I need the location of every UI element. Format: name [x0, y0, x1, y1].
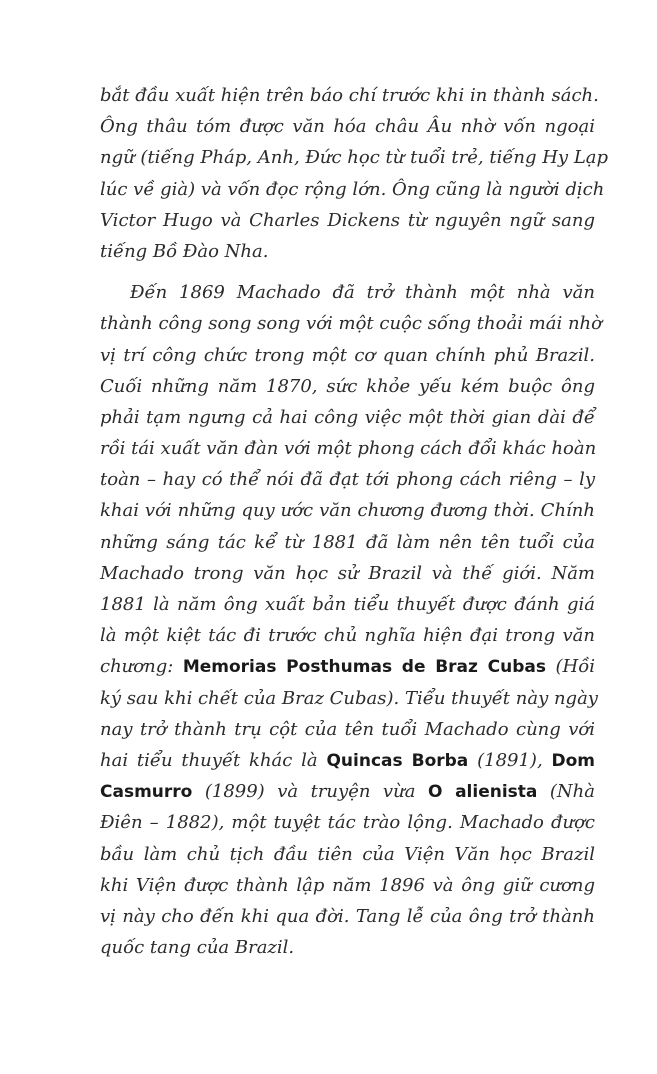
text-run: hai tiểu thuyết khác là [100, 749, 327, 771]
text-line: Machado trong văn học sử Brazil và thế giới. Năm [100, 562, 595, 584]
text-line: khai với những quy ước văn chương đương thời. Chính [100, 500, 595, 522]
text-run: (1899) và truyện vừa [192, 781, 428, 803]
text-line [100, 745, 595, 776]
text-run: chương: [100, 656, 183, 678]
text-line [100, 651, 595, 682]
text-line: lúc về già) và vốn đọc rộng lớn. Ông cũng là người dịch [100, 178, 605, 200]
text-line: những sáng tác kể từ 1881 đã làm nên tên tuổi của [100, 531, 595, 553]
text-line: 1881 là năm ông xuất bản tiểu thuyết được đánh giá [100, 594, 595, 615]
book-title: Memorias Posthumas de Braz Cubas [182, 657, 546, 678]
text-line: tiếng Bồ Đào Nha. [100, 240, 269, 262]
paragraph-1 [100, 80, 609, 267]
book-title: O alienista [427, 782, 538, 803]
text-line: bắt đầu xuất hiện trên báo chí trước khi in thành sách. [100, 85, 599, 106]
text-line: nay trở thành trụ cột của tên tuổi Machado cùng với [100, 718, 595, 740]
text-line: vị trí công chức trong một cơ quan chính phủ Brazil. [100, 344, 595, 366]
paragraph-gap [100, 267, 595, 277]
paragraph-2 [100, 277, 602, 963]
text-line: Cuối những năm 1870, sức khỏe yếu kém buộc ông [100, 375, 595, 397]
text-run: (Hồi [545, 656, 595, 678]
body-text [100, 80, 609, 963]
text-line: phải tạm ngưng cả hai công việc một thời gian dài để [100, 406, 595, 428]
text-line: bầu làm chủ tịch đầu tiên của Viện Văn học Brazil [100, 843, 595, 865]
text-line: Ông thâu tóm được văn hóa châu Âu nhờ vốn ngoại [100, 116, 595, 138]
book-title: Casmurro [100, 782, 193, 803]
text-line: quốc tang của Brazil. [100, 937, 295, 959]
text-line: ngữ (tiếng Pháp, Anh, Đức học từ tuổi trẻ, tiếng Hy Lạp [100, 147, 609, 169]
text-line: ký sau khi chết của Braz Cubas). Tiểu thuyết này ngày [100, 687, 598, 709]
book-title: Quincas Borba [326, 750, 469, 771]
text-line: thành công song song với một cuộc sống thoải mái nhờ [100, 313, 602, 335]
text-line: là một kiệt tác đi trước chủ nghĩa hiện đại trong văn [100, 625, 595, 647]
text-line: khi Viện được thành lập năm 1896 và ông giữ cương [100, 874, 595, 896]
text-line: toàn – hay có thể nói đã đạt tới phong cách riêng – ly [100, 469, 595, 491]
text-line: Đến 1869 Machado đã trở thành một nhà văn [130, 282, 595, 304]
text-line [100, 776, 595, 807]
text-run: (Nhà [537, 781, 595, 803]
text-line: Victor Hugo và Charles Dickens từ nguyên ngữ sang [100, 209, 595, 231]
text-run: (1891), [468, 749, 552, 771]
book-title: Dom [551, 750, 595, 771]
text-line: Điên – 1882), một tuyệt tác trào lộng. Machado được [100, 812, 595, 834]
text-line: rồi tái xuất văn đàn với một phong cách đổi khác hoàn [100, 438, 597, 460]
text-line: vị này cho đến khi qua đời. Tang lễ của ông trở thành [100, 905, 595, 927]
